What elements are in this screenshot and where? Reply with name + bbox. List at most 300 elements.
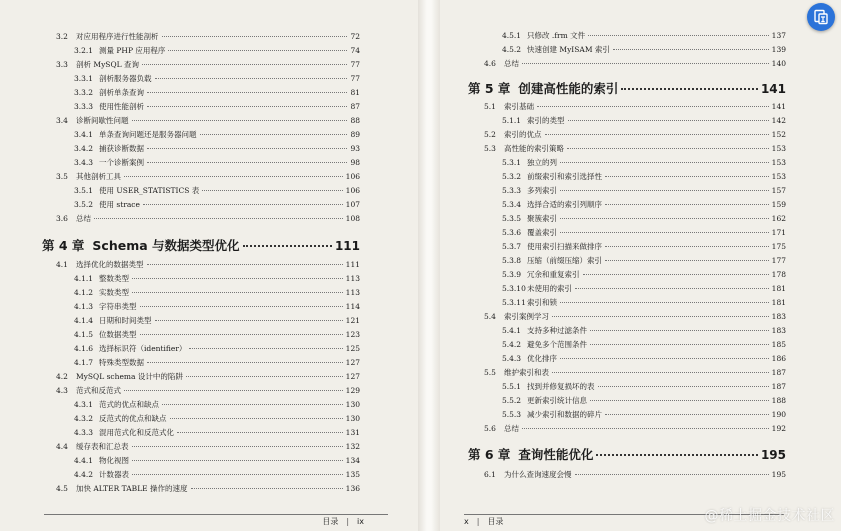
entry-page-number: 187 [771,368,786,377]
book-gutter [418,0,440,531]
toc-entry [56,441,360,453]
dot-leader [560,358,769,359]
entry-title: 选择合适的索引列顺序 [527,200,602,209]
entry-number: 4.1.2 [74,288,94,297]
toc-entry [74,287,360,299]
toc-entry [502,241,786,253]
toc-entry [74,87,360,99]
toc-entry [74,129,360,141]
entry-page-number: 88 [350,116,360,125]
dot-leader [537,106,769,107]
entry-title: 反范式的优点和缺点 [99,414,167,423]
toc-entry [74,357,360,369]
entry-page-number: 111 [334,239,360,253]
entry-page-number: 175 [771,242,786,251]
entry-page-number: 87 [350,102,360,111]
toc-entry [74,143,360,155]
entry-title: 单条查询问题还是服务器问题 [99,130,197,139]
toc-entry [56,483,360,495]
toc-entry [502,409,786,421]
toc-entry [74,157,360,169]
entry-number: 4.1.5 [74,330,94,339]
entry-title: 高性能的索引策略 [504,144,564,153]
entry-number: 3.4.2 [74,144,94,153]
dot-leader [155,78,348,79]
toc-entry [74,399,360,411]
dot-leader [147,106,347,107]
toc-entry [502,353,786,365]
dot-leader [605,246,769,247]
entry-title: 对应用程序进行性能剖析 [76,32,159,41]
entry-title: 创建高性能的索引 [518,81,619,96]
dot-leader [621,88,758,90]
entry-title: 剖析服务器负载 [99,74,152,83]
dot-leader [605,204,769,205]
entry-page-number: 177 [771,256,786,265]
entry-page-number: 113 [345,274,360,283]
entry-title: 索引案例学习 [504,312,549,321]
toc-entry [502,171,786,183]
entry-page-number: 113 [345,288,360,297]
toc-entry [484,129,786,141]
toc-entry [484,58,786,70]
entry-title: 其他剖析工具 [76,172,121,181]
entry-page-number: 98 [350,158,360,167]
entry-number: 4.3.2 [74,414,94,423]
toc-entry [502,157,786,169]
dot-leader [605,260,769,261]
entry-title: 找到并修复损坏的表 [527,382,595,391]
toc-chapter [468,80,786,98]
entry-page-number: 142 [771,116,786,125]
dot-leader [147,264,343,265]
entry-page-number: 153 [771,144,786,153]
toc-entry [74,455,360,467]
entry-page-number: 141 [760,82,786,96]
entry-page-number: 183 [771,312,786,321]
entry-page-number: 111 [345,260,360,269]
entry-title: 查询性能优化 [518,447,594,462]
dot-leader [598,386,769,387]
entry-title: 总结 [504,59,519,68]
toc-entry [74,73,360,85]
entry-number: 5.4.3 [502,354,522,363]
entry-number: 5.3 [484,144,496,153]
entry-title: 剖析 MySQL 查询 [76,60,139,69]
entry-number: 5.5.1 [502,382,522,391]
dot-leader [140,306,343,307]
dot-leader [168,50,347,51]
dot-leader [143,204,343,205]
dot-leader [191,488,343,489]
dot-leader [170,418,343,419]
toc-entry [56,371,360,383]
entry-number: 5.4.1 [502,326,522,335]
entry-page-number: 72 [350,32,360,41]
toc-entry [502,44,786,56]
entry-number: 3.2 [56,32,68,41]
toc-entry [502,255,786,267]
page-footer-left [44,514,388,529]
toc-entry [74,273,360,285]
dot-leader [590,344,769,345]
toc-entry [502,185,786,197]
entry-title: 未使用的索引 [527,284,572,293]
dot-leader [596,454,758,456]
entry-number: 3.2.1 [74,46,94,55]
entry-number: 4.3.1 [74,400,94,409]
entry-title: 覆盖索引 [527,228,557,237]
dot-leader [132,278,343,279]
entry-number: 4.5.1 [502,31,522,40]
toc-entry [502,199,786,211]
toc-entry [502,297,786,309]
entry-number: 5.3.7 [502,242,522,251]
entry-title: 聚簇索引 [527,214,557,223]
entry-number: 3.3 [56,60,68,69]
entry-page-number: 141 [771,102,786,111]
translate-document-button[interactable] [807,3,835,31]
entry-number: 4.5.2 [502,45,522,54]
toc-entry [74,343,360,355]
dot-leader [575,474,769,475]
entry-page-number: 153 [771,158,786,167]
entry-title: 冗余和重复索引 [527,270,580,279]
dot-leader [177,432,343,433]
entry-title: 索引的优点 [504,130,542,139]
dot-leader [189,348,342,349]
entry-page-number: 162 [771,214,786,223]
entry-page-number: 171 [771,228,786,237]
dot-leader [590,400,769,401]
entry-title: 支持多种过滤条件 [527,326,587,335]
entry-title: 混用范式化和反范式化 [99,428,174,437]
entry-title: 特殊类型数据 [99,358,144,367]
entry-title: 字符串类型 [99,302,137,311]
entry-title: 范式的优点和缺点 [99,400,159,409]
entry-number: 5.3.10 [502,284,526,293]
dot-leader [140,334,343,335]
dot-leader [124,176,343,177]
footer-page-number: x [464,517,469,526]
dot-leader [568,120,769,121]
entry-number: 5.2 [484,130,496,139]
dot-leader [162,36,348,37]
entry-page-number: 188 [771,396,786,405]
entry-title: 压缩（前缀压缩）索引 [527,256,602,265]
entry-number: 5.3.3 [502,186,522,195]
entry-title: 剖析单条查询 [99,88,144,97]
dot-leader [613,49,769,50]
entry-page-number: 159 [771,200,786,209]
entry-number: 5.3.9 [502,270,522,279]
entry-number: 4.4.1 [74,456,94,465]
entry-number: 3.3.3 [74,102,94,111]
dot-leader [147,92,347,93]
entry-page-number: 153 [771,172,786,181]
toc-entry [502,325,786,337]
toc-chapter [42,237,360,255]
entry-title: 索引基础 [504,102,534,111]
entry-title: 更新索引统计信息 [527,396,587,405]
dot-leader [94,218,343,219]
toc-entry [56,259,360,271]
entry-page-number: 139 [771,45,786,54]
dot-leader [605,176,769,177]
footer-separator: | [346,517,350,526]
entry-page-number: 190 [771,410,786,419]
dot-leader [552,372,769,373]
entry-number: 5.5.3 [502,410,522,419]
entry-page-number: 131 [345,428,360,437]
entry-page-number: 125 [345,344,360,353]
entry-number: 5.3.11 [502,298,526,307]
toc-entry [74,199,360,211]
entry-number: 第 5 章 [468,81,511,96]
toc-entry [484,367,786,379]
entry-title: 捕获诊断数据 [99,144,144,153]
dot-leader [132,474,343,475]
entry-title: 避免多个范围条件 [527,340,587,349]
dot-leader [147,162,347,163]
toc-entry [502,381,786,393]
entry-number: 4.1.7 [74,358,94,367]
entry-number: 第 6 章 [468,447,511,462]
dot-leader [155,320,343,321]
entry-title: 诊断间歇性问题 [76,116,129,125]
entry-title: 使用 USER_STATISTICS 表 [99,186,200,195]
entry-number: 3.5 [56,172,68,181]
translate-document-icon [813,9,829,25]
entry-number: 4.4.2 [74,470,94,479]
dot-leader [605,414,769,415]
toc-entry [56,213,360,225]
footer-page-number: ix [357,517,364,526]
entry-number: 4.1.3 [74,302,94,311]
entry-page-number: 195 [771,470,786,479]
entry-page-number: 181 [771,298,786,307]
entry-number: 4.3 [56,386,68,395]
entry-number: 5.1.1 [502,116,522,125]
entry-title: 多列索引 [527,186,557,195]
entry-number: 5.3.2 [502,172,522,181]
dot-leader [243,245,332,247]
entry-number: 5.6 [484,424,496,433]
dot-leader [522,428,769,429]
dot-leader [147,148,347,149]
entry-title: MySQL schema 设计中的陷阱 [76,372,183,381]
entry-page-number: 132 [345,442,360,451]
entry-title: 加快 ALTER TABLE 操作的速度 [76,484,188,493]
toc-entry [56,31,360,43]
entry-number: 5.4.2 [502,340,522,349]
dot-leader [590,330,769,331]
entry-number: 4.3.3 [74,428,94,437]
toc-entry [502,283,786,295]
entry-page-number: 157 [771,186,786,195]
entry-title: 独立的列 [527,158,557,167]
entry-number: 4.6 [484,59,496,68]
toc-entry [74,301,360,313]
entry-number: 4.2 [56,372,68,381]
toc-entry [484,469,786,481]
entry-title: 范式和反范式 [76,386,121,395]
entry-title: 日期和时间类型 [99,316,152,325]
entry-page-number: 107 [345,200,360,209]
entry-title: 索引和锁 [527,298,557,307]
entry-page-number: 121 [345,316,360,325]
entry-page-number: 136 [345,484,360,493]
entry-page-number: 127 [345,358,360,367]
dot-leader [186,376,343,377]
entry-page-number: 106 [345,186,360,195]
entry-page-number: 178 [771,270,786,279]
entry-page-number: 127 [345,372,360,381]
toc-entry [56,115,360,127]
entry-page-number: 185 [771,340,786,349]
toc-entry [56,385,360,397]
dot-leader [147,362,343,363]
entry-title: 为什么查询速度会慢 [504,470,572,479]
entry-number: 4.1.4 [74,316,94,325]
entry-title: 选择标识符（identifier） [99,344,187,353]
entry-number: 5.5.2 [502,396,522,405]
entry-title: 维护索引和表 [504,368,549,377]
dot-leader [132,120,348,121]
entry-page-number: 74 [350,46,360,55]
entry-page-number: 123 [345,330,360,339]
entry-number: 3.4.3 [74,158,94,167]
footer-separator: | [476,517,480,526]
entry-page-number: 192 [771,424,786,433]
dot-leader [132,460,343,461]
entry-number: 5.1 [484,102,496,111]
entry-page-number: 137 [771,31,786,40]
dot-leader [522,63,769,64]
entry-number: 5.3.1 [502,158,522,167]
toc-entry [484,101,786,113]
entry-title: 使用 strace [99,200,140,209]
dot-leader [545,134,769,135]
toc-entry [502,395,786,407]
footer-label: 目录 [322,517,339,526]
dot-leader [132,446,343,447]
dot-leader [583,274,769,275]
dot-leader [132,292,343,293]
entry-title: 使用索引扫描来做排序 [527,242,602,251]
entry-title: 位数据类型 [99,330,137,339]
dot-leader [552,316,769,317]
entry-page-number: 129 [345,386,360,395]
entry-page-number: 106 [345,172,360,181]
entry-page-number: 130 [345,400,360,409]
entry-number: 4.1.6 [74,344,94,353]
entry-title: 一个诊断案例 [99,158,144,167]
entry-number: 3.5.2 [74,200,94,209]
entry-page-number: 140 [771,59,786,68]
entry-number: 5.3.5 [502,214,522,223]
toc-entry [502,30,786,42]
entry-title: 选择优化的数据类型 [76,260,144,269]
dot-leader [560,302,769,303]
entry-number: 5.3.8 [502,256,522,265]
entry-number: 3.4.1 [74,130,94,139]
entry-title: 快速创建 MyISAM 索引 [527,45,610,54]
entry-number: 3.4 [56,116,68,125]
entry-number: 4.4 [56,442,68,451]
toc-entry [56,171,360,183]
entry-title: 前缀索引和索引选择性 [527,172,602,181]
entry-page-number: 181 [771,284,786,293]
toc-entry [74,45,360,57]
entry-page-number: 108 [345,214,360,223]
entry-page-number: 77 [350,60,360,69]
entry-number: 4.5 [56,484,68,493]
entry-number: 3.3.1 [74,74,94,83]
entry-page-number: 93 [350,144,360,153]
entry-page-number: 135 [345,470,360,479]
toc-entry [502,269,786,281]
entry-title: 使用性能剖析 [99,102,144,111]
dot-leader [124,390,343,391]
dot-leader [200,134,348,135]
entry-title: 物化视图 [99,456,129,465]
entry-number: 3.6 [56,214,68,223]
toc-entry [74,101,360,113]
toc-entry [502,227,786,239]
entry-page-number: 195 [760,448,786,462]
toc-chapter [468,446,786,464]
entry-title: 总结 [504,424,519,433]
entry-page-number: 187 [771,382,786,391]
right-page [440,0,841,531]
entry-title: 整数类型 [99,274,129,283]
entry-number: 3.5.1 [74,186,94,195]
entry-page-number: 81 [350,88,360,97]
toc-entry [74,469,360,481]
entry-number: 5.3.4 [502,200,522,209]
entry-page-number: 152 [771,130,786,139]
entry-number: 4.1 [56,260,68,269]
entry-title: 只修改 .frm 文件 [527,31,586,40]
toc-entry [56,59,360,71]
toc-entry [484,143,786,155]
dot-leader [162,404,343,405]
entry-number: 4.1.1 [74,274,94,283]
entry-page-number: 130 [345,414,360,423]
toc-entry [502,115,786,127]
entry-title: 总结 [76,214,91,223]
dot-leader [202,190,342,191]
toc-entry [74,427,360,439]
entry-title: 优化排序 [527,354,557,363]
entry-title: 索引的类型 [527,116,565,125]
entry-page-number: 89 [350,130,360,139]
entry-title: 计数器表 [99,470,129,479]
entry-title: Schema 与数据类型优化 [92,238,240,253]
entry-page-number: 77 [350,74,360,83]
footer-label: 目录 [487,517,504,526]
entry-number: 5.4 [484,312,496,321]
toc-entry [502,213,786,225]
entry-number: 第 4 章 [42,238,85,253]
entry-page-number: 134 [345,456,360,465]
entry-title: 减少索引和数据的碎片 [527,410,602,419]
dot-leader [560,232,769,233]
dot-leader [567,148,769,149]
entry-title: 缓存表和汇总表 [76,442,129,451]
entry-number: 5.5 [484,368,496,377]
